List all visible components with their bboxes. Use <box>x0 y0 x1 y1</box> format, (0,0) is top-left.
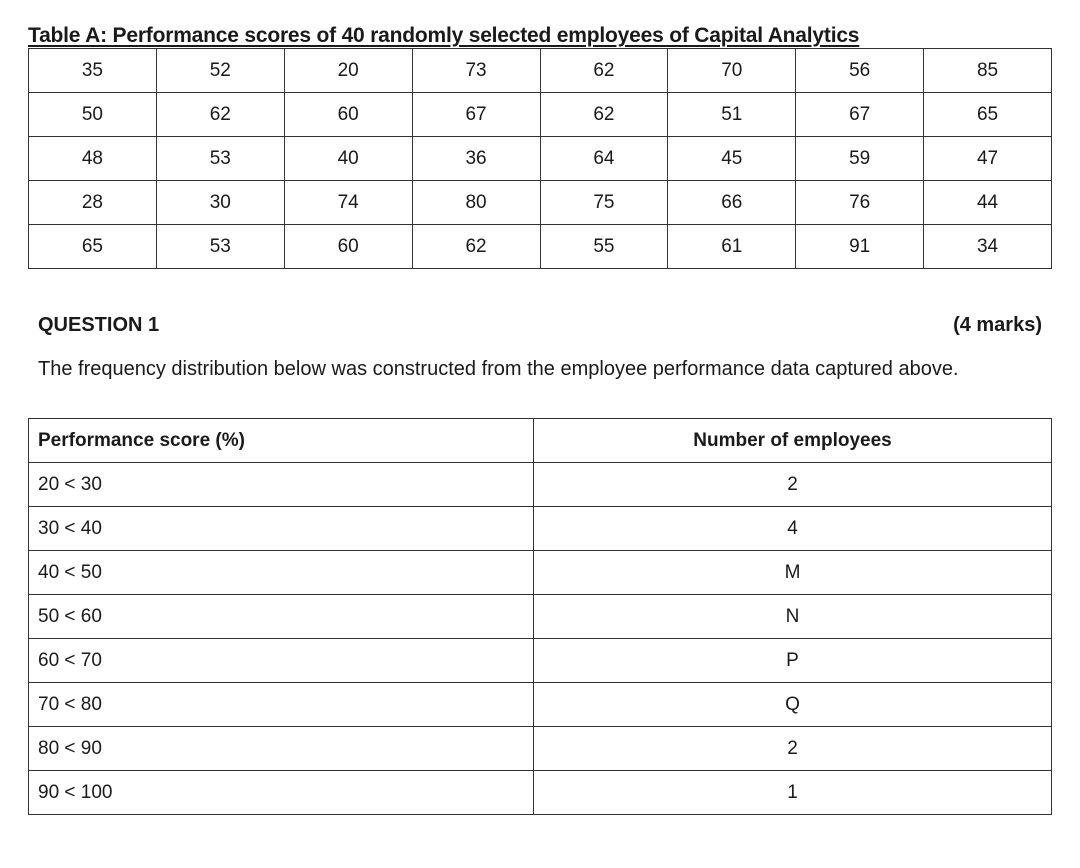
table-cell: 80 <box>412 181 540 225</box>
frequency-cell: 4 <box>534 507 1052 551</box>
frequency-cell: 2 <box>534 727 1052 771</box>
table-cell: 50 <box>29 93 157 137</box>
score-class-cell: 80 < 90 <box>29 727 534 771</box>
table-cell: 53 <box>156 137 284 181</box>
table-cell: 35 <box>29 49 157 93</box>
score-class-cell: 60 < 70 <box>29 639 534 683</box>
table-cell: 51 <box>668 93 796 137</box>
table-cell: 60 <box>284 93 412 137</box>
table-cell: 91 <box>796 225 924 269</box>
table-row <box>29 49 1052 93</box>
table-cell: 59 <box>796 137 924 181</box>
table-cell: 44 <box>924 181 1052 225</box>
performance-scores-table <box>28 48 1052 269</box>
question-marks: (4 marks) <box>953 314 1042 336</box>
table-cell: 60 <box>284 225 412 269</box>
table-cell: 61 <box>668 225 796 269</box>
score-class-cell: 50 < 60 <box>29 595 534 639</box>
table-a-title: Table A: Performance scores of 40 randomly selected employees of Capital Analytics <box>28 24 860 47</box>
frequency-cell: M <box>534 551 1052 595</box>
table-cell: 53 <box>156 225 284 269</box>
score-class-cell: 20 < 30 <box>29 463 534 507</box>
table-cell: 34 <box>924 225 1052 269</box>
frequency-cell: 2 <box>534 463 1052 507</box>
table-row <box>29 225 1052 269</box>
table-cell: 70 <box>668 49 796 93</box>
table-cell: 76 <box>796 181 924 225</box>
table-cell: 67 <box>412 93 540 137</box>
frequency-cell: N <box>534 595 1052 639</box>
score-class-cell: 90 < 100 <box>29 771 534 815</box>
table-cell: 20 <box>284 49 412 93</box>
table-cell: 62 <box>540 93 668 137</box>
score-class-cell: 70 < 80 <box>29 683 534 727</box>
table-cell: 48 <box>29 137 157 181</box>
table-cell: 30 <box>156 181 284 225</box>
table-row <box>29 727 1052 771</box>
table-cell: 85 <box>924 49 1052 93</box>
frequency-distribution-table <box>28 418 1052 815</box>
table-row <box>29 683 1052 727</box>
table-row <box>29 463 1052 507</box>
table-cell: 55 <box>540 225 668 269</box>
table-row <box>29 595 1052 639</box>
table-cell: 47 <box>924 137 1052 181</box>
table-cell: 62 <box>540 49 668 93</box>
count-column-header: Number of employees <box>534 419 1052 463</box>
table-cell: 66 <box>668 181 796 225</box>
table-header-row <box>29 419 1052 463</box>
table-cell: 65 <box>924 93 1052 137</box>
table-cell: 67 <box>796 93 924 137</box>
score-class-cell: 30 < 40 <box>29 507 534 551</box>
table-row <box>29 771 1052 815</box>
table-row <box>29 93 1052 137</box>
table-cell: 75 <box>540 181 668 225</box>
question-heading: QUESTION 1 <box>38 314 160 336</box>
frequency-cell: P <box>534 639 1052 683</box>
table-row <box>29 639 1052 683</box>
table-row <box>29 507 1052 551</box>
table-cell: 65 <box>29 225 157 269</box>
table-cell: 74 <box>284 181 412 225</box>
table-cell: 28 <box>29 181 157 225</box>
table-row <box>29 137 1052 181</box>
table-row <box>29 551 1052 595</box>
table-cell: 56 <box>796 49 924 93</box>
question-text: The frequency distribution below was constructed from the employee performance data captured above. <box>38 358 959 380</box>
score-class-cell: 40 < 50 <box>29 551 534 595</box>
table-cell: 73 <box>412 49 540 93</box>
table-row <box>29 181 1052 225</box>
score-column-header: Performance score (%) <box>29 419 534 463</box>
frequency-cell: 1 <box>534 771 1052 815</box>
frequency-cell: Q <box>534 683 1052 727</box>
table-cell: 62 <box>156 93 284 137</box>
table-cell: 64 <box>540 137 668 181</box>
table-cell: 45 <box>668 137 796 181</box>
table-cell: 36 <box>412 137 540 181</box>
table-cell: 62 <box>412 225 540 269</box>
table-cell: 40 <box>284 137 412 181</box>
table-cell: 52 <box>156 49 284 93</box>
